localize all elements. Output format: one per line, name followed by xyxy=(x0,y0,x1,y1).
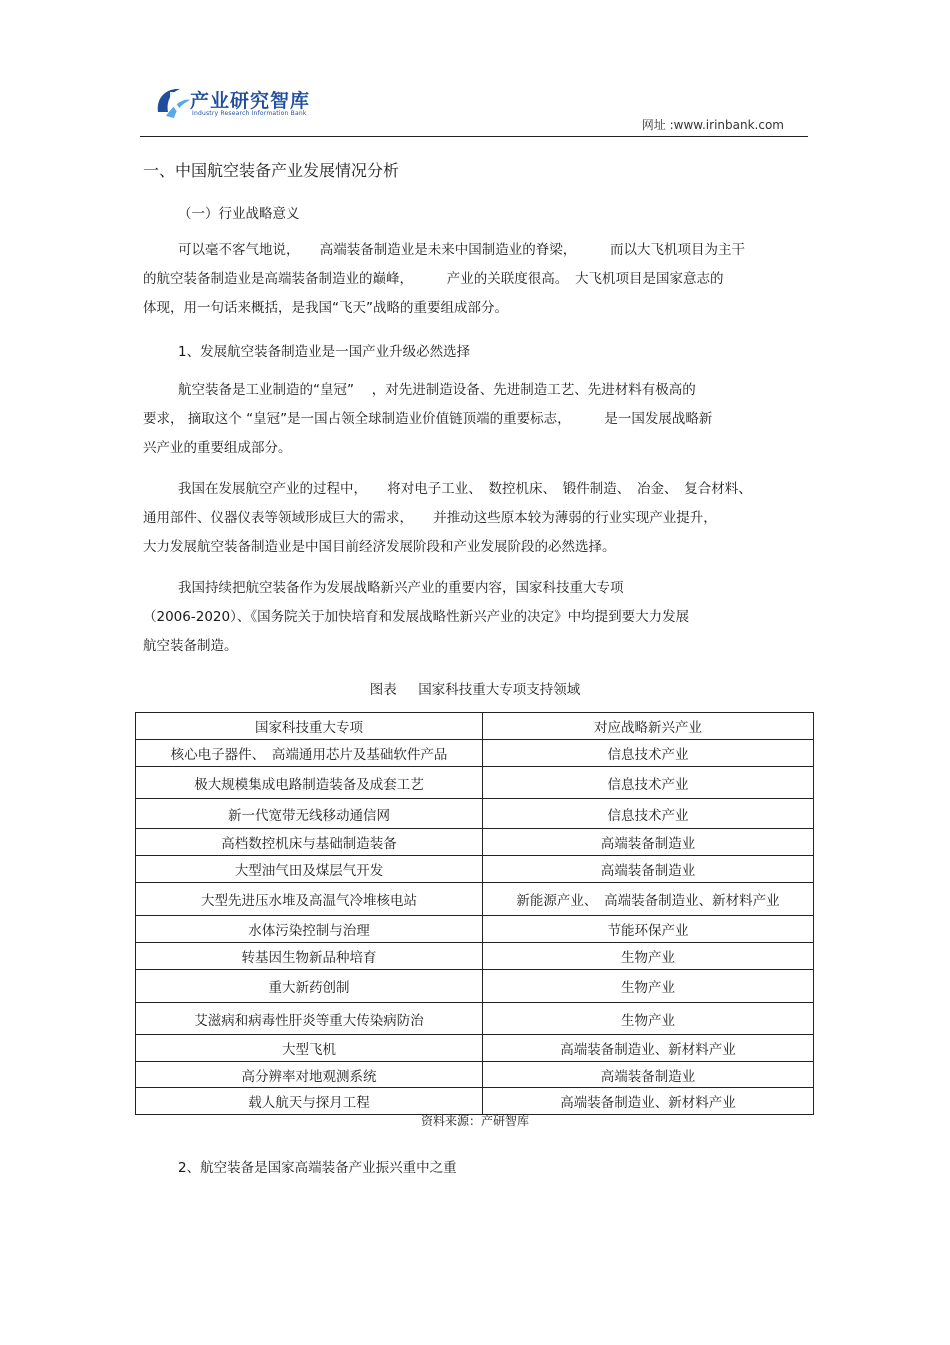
table-cell: 重大新药创制 xyxy=(136,970,483,1003)
table-cell: 高端装备制造业、新材料产业 xyxy=(483,1035,814,1062)
logo[interactable] xyxy=(152,80,322,130)
paragraph-4 xyxy=(143,574,803,661)
table-cell: 大型飞机 xyxy=(136,1035,483,1062)
paragraph-line: 航空装备制造。 xyxy=(143,638,238,654)
table-row xyxy=(136,829,814,856)
table-cell: 核心电子器件、 高端通用芯片及基础软件产品 xyxy=(136,740,483,767)
caption-title: 国家科技重大专项支持领域 xyxy=(418,682,581,698)
heading-1 xyxy=(143,338,803,367)
logo-subtitle: Industry Research Information Bank xyxy=(192,110,307,117)
table-source: 资料来源：产研智库 xyxy=(420,1114,529,1128)
table-cell: 艾滋病和病毒性肝炎等重大传染病防治 xyxy=(136,1003,483,1035)
table-cell: 高端装备制造业 xyxy=(483,1062,814,1088)
table-row xyxy=(136,1088,814,1115)
table-cell: 生物产业 xyxy=(483,943,814,970)
logo-mark-icon xyxy=(152,82,192,122)
table-cell: 高端装备制造业 xyxy=(483,856,814,883)
paragraph-line: 兴产业的重要组成部分。 xyxy=(143,440,292,456)
table-cell: 大型先进压水堆及高温气冷堆核电站 xyxy=(136,883,483,916)
column-header: 对应战略新兴产业 xyxy=(483,713,814,740)
caption-label: 图表 xyxy=(369,682,397,698)
subheading-line: 1、发展航空装备制造业是一国产业升级必然选择 xyxy=(178,344,471,360)
paragraph-line: 大力发展航空装备制造业是中国目前经济发展阶段和产业发展阶段的必然选择。 xyxy=(143,539,616,555)
table-row xyxy=(136,943,814,970)
website-url[interactable]: 网址 :www.irinbank.com xyxy=(641,118,784,132)
section-title: 一、中国航空装备产业发展情况分析 xyxy=(143,161,400,180)
table-row xyxy=(136,740,814,767)
page-header xyxy=(140,80,808,138)
table-row xyxy=(136,970,814,1003)
table-cell: 新一代宽带无线移动通信网 xyxy=(136,799,483,829)
table-row xyxy=(136,1062,814,1088)
table-cell: 生物产业 xyxy=(483,970,814,1003)
column-header: 国家科技重大专项 xyxy=(136,713,483,740)
table-cell: 水体污染控制与治理 xyxy=(136,916,483,943)
paragraph-line: 要求， 摘取这个 “皇冠”是一国占领全球制造业价值链顶端的重要标志， 是一国发展战略新 xyxy=(143,411,713,427)
paragraph-2 xyxy=(143,376,803,463)
table-row xyxy=(136,883,814,916)
header-divider xyxy=(140,136,808,137)
table-row xyxy=(136,916,814,943)
table-cell: 高分辨率对地观测系统 xyxy=(136,1062,483,1088)
paragraph-line: 我国在发展航空产业的过程中， 将对电子工业、 数控机床、 锻件制造、 冶金、 复合材料、 xyxy=(178,481,752,497)
table-row xyxy=(136,856,814,883)
table-row xyxy=(136,767,814,799)
paragraph-3 xyxy=(143,475,803,562)
paragraph-line: （2006-2020）、《国务院关于加快培育和发展战略性新兴产业的决定》中均提到要大力发展 xyxy=(143,609,690,625)
paragraph-line: 通用部件、仪器仪表等领域形成巨大的需求， 并推动这些原本较为薄弱的行业实现产业提升， xyxy=(143,510,717,526)
subsection-title: （一）行业战略意义 xyxy=(178,206,300,222)
table-row xyxy=(136,799,814,829)
table-cell: 转基因生物新品种培育 xyxy=(136,943,483,970)
table-row xyxy=(136,1003,814,1035)
table-cell: 信息技术产业 xyxy=(483,799,814,829)
paragraph-line: 我国持续把航空装备作为发展战略新兴产业的重要内容，国家科技重大专项 xyxy=(178,580,624,596)
table-cell: 高档数控机床与基础制造装备 xyxy=(136,829,483,856)
table-cell: 高端装备制造业、新材料产业 xyxy=(483,1088,814,1115)
table-cell: 极大规模集成电路制造装备及成套工艺 xyxy=(136,767,483,799)
paragraph-line: 的航空装备制造业是高端装备制造业的巅峰， 产业的关联度很高。 大飞机项目是国家意志的 xyxy=(143,271,724,287)
table-cell: 大型油气田及煤层气开发 xyxy=(136,856,483,883)
table-header-row xyxy=(136,713,814,740)
paragraph-1 xyxy=(143,236,803,323)
table-row xyxy=(136,1035,814,1062)
projects-table xyxy=(135,712,814,1115)
table-cell: 生物产业 xyxy=(483,1003,814,1035)
logo-text: 产业研究智库 xyxy=(190,90,311,112)
table-caption xyxy=(0,678,950,698)
table-cell: 信息技术产业 xyxy=(483,740,814,767)
section-2-heading: 2、航空装备是国家高端装备产业振兴重中之重 xyxy=(178,1160,457,1176)
paragraph-line: 航空装备是工业制造的“皇冠” ，对先进制造设备、先进制造工艺、先进材料有极高的 xyxy=(178,382,696,398)
paragraph-line: 体现，用一句话来概括，是我国“飞天”战略的重要组成部分。 xyxy=(143,300,508,316)
table-cell: 节能环保产业 xyxy=(483,916,814,943)
table-cell: 高端装备制造业 xyxy=(483,829,814,856)
table-cell: 信息技术产业 xyxy=(483,767,814,799)
table-cell: 载人航天与探月工程 xyxy=(136,1088,483,1115)
table-cell: 新能源产业、 高端装备制造业、新材料产业 xyxy=(483,883,814,916)
paragraph-line: 可以毫不客气地说， 高端装备制造业是未来中国制造业的脊梁， 而以大飞机项目为主干 xyxy=(178,242,745,258)
